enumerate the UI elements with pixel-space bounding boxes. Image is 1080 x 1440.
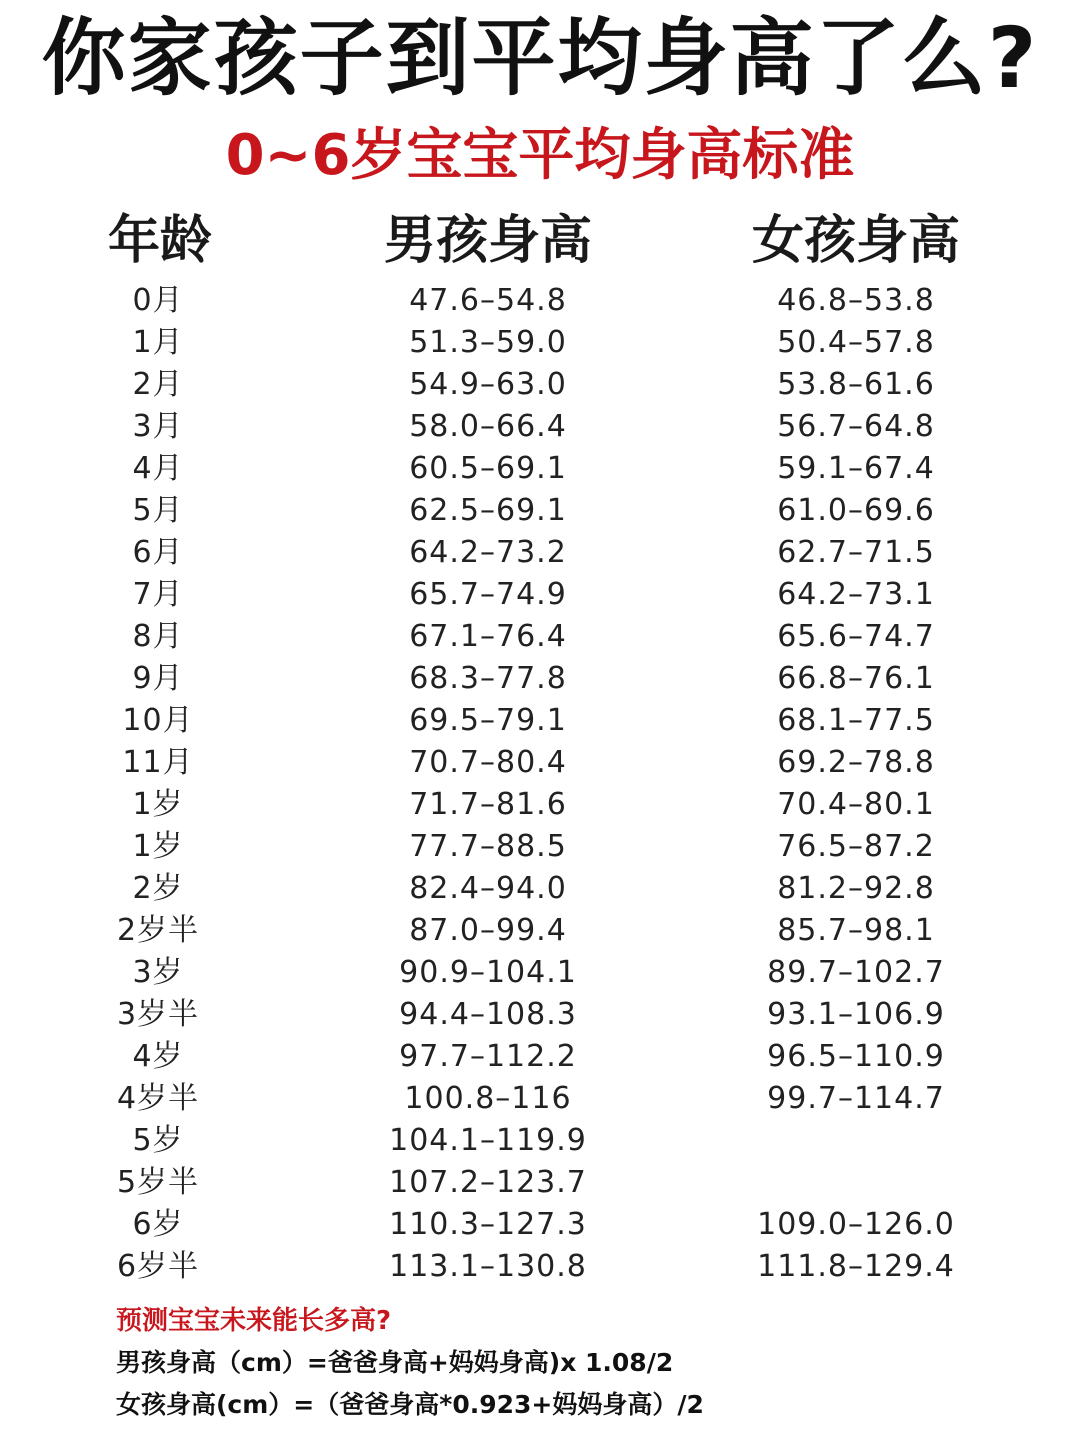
prediction-title: 预测宝宝未来能长多高? [116,1306,392,1336]
boy-height-cell: 70.7–80.4 [409,745,567,780]
table-row [0,1246,1080,1288]
age-cell: 1岁 [132,787,184,822]
age-cell: 1月 [132,325,184,360]
girl-formula: 女孩身高(cm）=（爸爸身高*0.923+妈妈身高）/2 [116,1390,704,1419]
age-cell: 5岁半 [116,1165,200,1200]
age-cell: 7月 [132,577,184,612]
age-cell: 3月 [132,409,184,444]
age-cell: 5岁 [132,1123,184,1158]
table-row [0,700,1080,742]
table-row [0,1120,1080,1162]
table-row [0,574,1080,616]
boy-height-cell: 104.1–119.9 [389,1123,587,1158]
table-row [0,490,1080,532]
age-cell: 3岁半 [116,997,200,1032]
boy-height-cell: 87.0–99.4 [409,913,567,948]
column-header-boy-height: 男孩身高 [383,211,592,271]
table-row [0,364,1080,406]
girl-height-cell: 64.2–73.1 [777,577,935,612]
girl-height-cell: 111.8–129.4 [757,1249,955,1284]
girl-height-cell: 61.0–69.6 [777,493,935,528]
girl-height-cell: 69.2–78.8 [777,745,935,780]
boy-height-cell: 58.0–66.4 [409,409,567,444]
girl-height-cell: 66.8–76.1 [777,661,935,696]
table-row [0,742,1080,784]
age-cell: 8月 [132,619,184,654]
age-cell: 2月 [132,367,184,402]
table-row [0,826,1080,868]
height-table [0,280,1080,1288]
boy-formula: 男孩身高（cm）=爸爸身高+妈妈身高)x 1.08/2 [116,1348,674,1377]
boy-height-cell: 65.7–74.9 [409,577,567,612]
prediction-section [116,1300,1036,1426]
girl-height-cell: 65.6–74.7 [777,619,935,654]
boy-height-cell: 90.9–104.1 [399,955,577,990]
boy-height-cell: 64.2–73.2 [409,535,567,570]
age-cell: 5月 [132,493,184,528]
girl-height-cell [706,1120,1006,1162]
girl-height-cell: 53.8–61.6 [777,367,935,402]
girl-height-cell: 56.7–64.8 [777,409,935,444]
boy-height-cell: 71.7–81.6 [409,787,567,822]
age-cell: 6岁半 [116,1249,200,1284]
table-row [0,532,1080,574]
page-subtitle: 0~6岁宝宝平均身高标准 [225,123,855,188]
table-row [0,1078,1080,1120]
table-row [0,910,1080,952]
table-row [0,952,1080,994]
table-row [0,1036,1080,1078]
girl-height-cell: 81.2–92.8 [777,871,935,906]
boy-height-cell: 62.5–69.1 [409,493,567,528]
boy-height-cell: 68.3–77.8 [409,661,567,696]
age-cell: 9月 [132,661,184,696]
boy-height-cell: 107.2–123.7 [389,1165,587,1200]
table-row [0,406,1080,448]
age-cell: 4岁半 [116,1081,200,1116]
table-row [0,616,1080,658]
age-cell: 6岁 [132,1207,184,1242]
boy-height-cell: 100.8–116 [404,1081,572,1116]
boy-height-cell: 67.1–76.4 [409,619,567,654]
boy-height-cell: 113.1–130.8 [389,1249,587,1284]
girl-height-cell: 76.5–87.2 [777,829,935,864]
girl-height-cell: 70.4–80.1 [777,787,935,822]
table-row [0,322,1080,364]
age-cell: 11月 [122,745,194,780]
column-header-girl-height: 女孩身高 [751,211,960,271]
page-title: 你家孩子到平均身高了么? [41,9,1039,107]
girl-height-cell: 85.7–98.1 [777,913,935,948]
age-cell: 4月 [132,451,184,486]
table-row [0,280,1080,322]
age-cell: 10月 [122,703,194,738]
age-cell: 2岁 [132,871,184,906]
table-row [0,868,1080,910]
girl-height-cell: 93.1–106.9 [767,997,945,1032]
girl-height-cell: 89.7–102.7 [767,955,945,990]
girl-height-cell [706,1162,1006,1204]
table-row [0,994,1080,1036]
table-row [0,1204,1080,1246]
table-row [0,658,1080,700]
girl-height-cell: 99.7–114.7 [767,1081,945,1116]
girl-height-cell: 109.0–126.0 [757,1207,955,1242]
girl-height-cell: 50.4–57.8 [777,325,935,360]
table-row [0,1162,1080,1204]
boy-height-cell: 97.7–112.2 [399,1039,577,1074]
age-cell: 1岁 [132,829,184,864]
table-row [0,784,1080,826]
column-header-age: 年龄 [107,211,212,271]
boy-height-cell: 77.7–88.5 [409,829,567,864]
age-cell: 3岁 [132,955,184,990]
boy-height-cell: 51.3–59.0 [409,325,567,360]
girl-height-cell: 46.8–53.8 [777,283,935,318]
boy-height-cell: 69.5–79.1 [409,703,567,738]
age-cell: 2岁半 [116,913,200,948]
girl-height-cell: 59.1–67.4 [777,451,935,486]
boy-height-cell: 82.4–94.0 [409,871,567,906]
girl-height-cell: 62.7–71.5 [777,535,935,570]
boy-height-cell: 47.6–54.8 [409,283,567,318]
age-cell: 4岁 [132,1039,184,1074]
girl-height-cell: 68.1–77.5 [777,703,935,738]
boy-height-cell: 54.9–63.0 [409,367,567,402]
table-row [0,448,1080,490]
boy-height-cell: 60.5–69.1 [409,451,567,486]
boy-height-cell: 110.3–127.3 [389,1207,587,1242]
boy-height-cell: 94.4–108.3 [399,997,577,1032]
age-cell: 6月 [132,535,184,570]
girl-height-cell: 96.5–110.9 [767,1039,945,1074]
age-cell: 0月 [132,283,184,318]
